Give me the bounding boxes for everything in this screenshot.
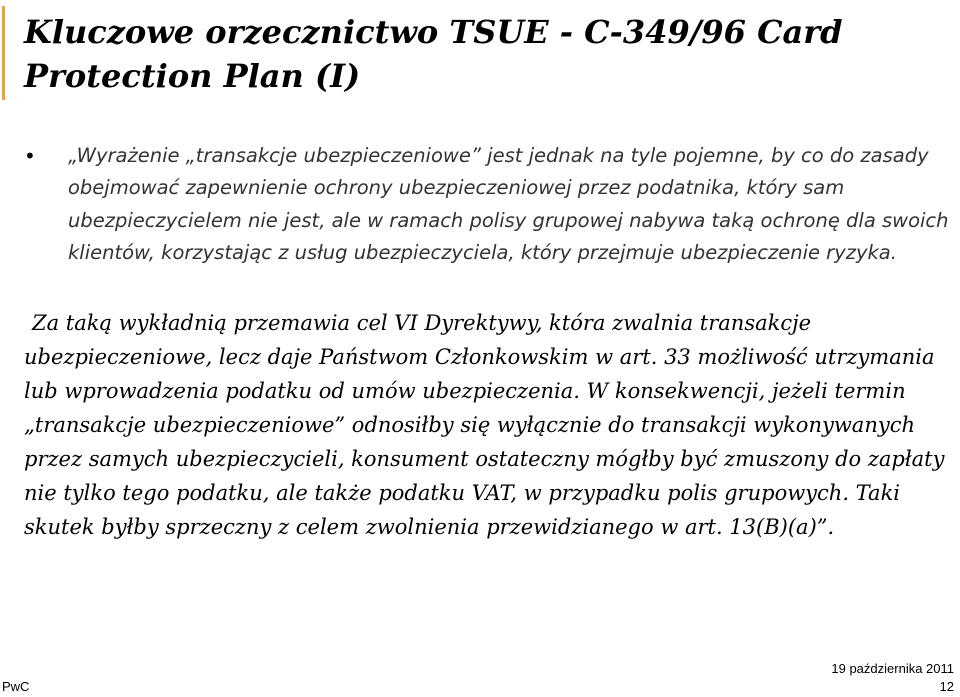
bullet-text: „Wyrażenie „transakcje ubezpieczeniowe” jest jednak na tyle pojemne, by co do zasady obejmować zapewnienie ochrony ubezpieczeniowej przez podatnika, który sam ubezpieczycielem nie jest, ale w ramach polisy grupowej nabywa taką ochronę dla swoich klientów, korzystając z usług ubezpieczyciela, który przejmuje ubezpieczenie ryzyka. xyxy=(68,144,949,264)
bullet-item xyxy=(24,140,954,269)
footer-page-number: 12 xyxy=(939,679,954,694)
body-paragraph: Za taką wykładnią przemawia cel VI Dyrektywy, która zwalnia transakcje ubezpieczeniowe, lecz daje Państwom Członkowskim w art. 33 możliwość utrzymania lub wprowadzenia podatku od umów ubezpieczenia. W konsekwencji, jeżeli termin „transakcje ubezpieczeniowe” odnosiłby się wyłącznie do transakcji wykonywanych przez samych ubezpieczycieli, konsument ostateczny mógłby być zmuszony do zapłaty nie tylko tego podatku, ale także podatku VAT, w przypadku polis grupowych. Taki skutek byłby sprzeczny z celem zwolnienia przewidzianego w art. 13(B)(a)”. xyxy=(24,311,945,539)
footer-brand: PwC xyxy=(2,679,30,694)
title-accent-bar xyxy=(2,6,5,100)
bullet-icon: • xyxy=(24,144,36,168)
slide-title: Kluczowe orzecznictwo TSUE - C-349/96 Card Protection Plan (I) xyxy=(24,13,843,95)
footer-date: 19 października 2011 xyxy=(831,661,954,676)
